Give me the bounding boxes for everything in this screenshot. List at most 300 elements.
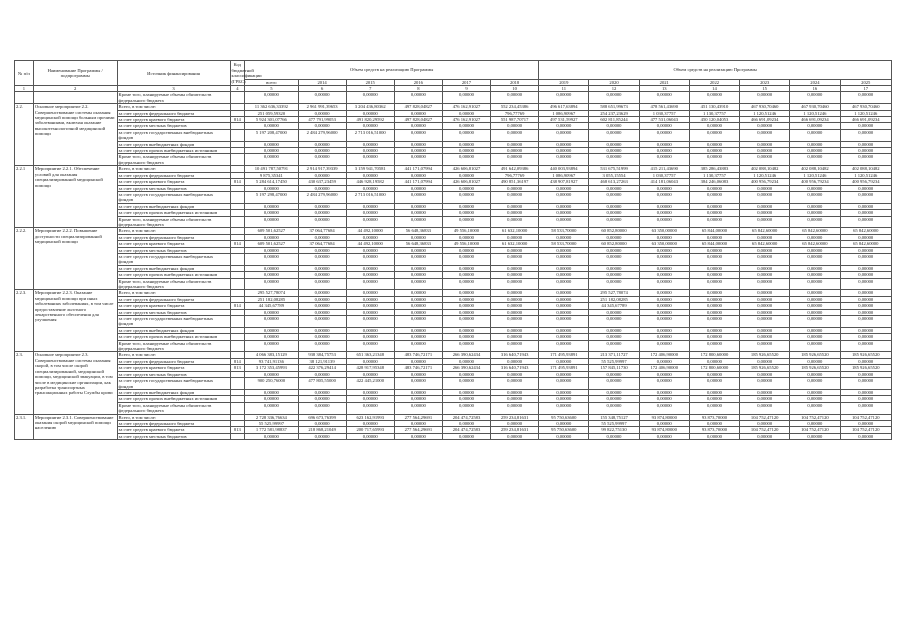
amount-cell: 0,00000 — [491, 203, 539, 209]
amount-cell: 0,00000 — [639, 316, 689, 328]
amount-cell: 0,00000 — [539, 154, 589, 166]
amount-cell: 0,00000 — [639, 402, 689, 414]
amount-cell: 5 197 298,47000 — [245, 191, 298, 203]
amount-cell: 0,00000 — [589, 334, 639, 340]
funding-source: за счет средств местных бюджетов — [117, 123, 230, 129]
amount-cell: 0,00000 — [639, 203, 689, 209]
column-index: 9 — [442, 86, 490, 92]
amount-cell: 0,00000 — [394, 290, 442, 296]
amount-cell: 0,00000 — [298, 278, 346, 290]
table-row — [15, 253, 892, 265]
amount-cell: 0,00000 — [442, 296, 490, 302]
amount-cell: 0,00000 — [740, 309, 790, 315]
amount-cell: 440 003,93894 — [539, 166, 589, 172]
amount-cell: 0,00000 — [639, 185, 689, 191]
kbk-code: 813 — [230, 427, 245, 433]
table-row — [15, 278, 892, 290]
funding-source: за счет средств федерального бюджета — [117, 420, 230, 426]
amount-cell: 0,00000 — [740, 191, 790, 203]
amount-cell: 0,00000 — [790, 185, 840, 191]
funding-source: Всего, в том числе: — [117, 352, 230, 358]
amount-cell: 49 556,10000 — [442, 241, 490, 247]
amount-cell: 254 237,23629 — [589, 110, 639, 116]
table-row — [15, 117, 892, 123]
amount-cell: 0,00000 — [491, 309, 539, 315]
amount-cell: 37 064,77684 — [298, 228, 346, 234]
kbk-code: 814 — [230, 179, 245, 185]
funding-source: за счет средств внебюджетных фондов — [117, 327, 230, 333]
amount-cell: 104 752,47120 — [840, 427, 892, 433]
column-index: 7 — [346, 86, 394, 92]
amount-cell: 185 926,65520 — [790, 352, 840, 358]
amount-cell: 0,00000 — [740, 396, 790, 402]
funding-source: за счет средств государственных внебюджетных фондов — [117, 378, 230, 390]
amount-cell: 0,00000 — [790, 296, 840, 302]
amount-cell: 0,00000 — [740, 358, 790, 364]
amount-cell: 0,00000 — [840, 129, 892, 141]
amount-cell: 0,00000 — [840, 340, 892, 352]
amount-cell: 0,00000 — [298, 371, 346, 377]
header-year: 2025 — [840, 80, 892, 86]
amount-cell: 0,00000 — [840, 309, 892, 315]
amount-cell: 0,00000 — [394, 272, 442, 278]
amount-cell: 61 632,10000 — [491, 228, 539, 234]
amount-cell: 0,00000 — [689, 148, 739, 154]
amount-cell: 609 501,62527 — [245, 241, 298, 247]
amount-cell: 0,00000 — [491, 210, 539, 216]
column-index: 4 — [230, 86, 245, 92]
amount-cell: 0,00000 — [689, 265, 739, 271]
amount-cell: 0,00000 — [740, 210, 790, 216]
funding-source: за счет средств прочих внебюджетных источников — [117, 272, 230, 278]
amount-cell: 0,00000 — [394, 191, 442, 203]
amount-cell: 0,00000 — [840, 378, 892, 390]
amount-cell: 0,00000 — [589, 402, 639, 414]
amount-cell: 0,00000 — [790, 316, 840, 328]
funding-source: за счет средств государственных внебюджетных фондов — [117, 253, 230, 265]
amount-cell: 0,00000 — [394, 327, 442, 333]
funding-source: Всего, в том числе: — [117, 104, 230, 110]
amount-cell: 0,00000 — [689, 203, 739, 209]
amount-cell: 0,00000 — [689, 278, 739, 290]
amount-cell: 0,00000 — [539, 247, 589, 253]
amount-cell: 0,00000 — [346, 316, 394, 328]
amount-cell: 259 234,81631 — [491, 414, 539, 420]
amount-cell: 58 533,70000 — [539, 228, 589, 234]
amount-cell: 483 746,72171 — [394, 365, 442, 371]
amount-cell: 0,00000 — [740, 216, 790, 228]
amount-cell: 0,00000 — [298, 110, 346, 116]
amount-cell: 0,00000 — [790, 123, 840, 129]
funding-source: за счет средств прочих внебюджетных источников — [117, 210, 230, 216]
amount-cell: 0,00000 — [298, 433, 346, 439]
amount-cell: 0,00000 — [491, 433, 539, 439]
amount-cell: 65 842,60000 — [840, 228, 892, 234]
amount-cell: 0,00000 — [740, 389, 790, 395]
amount-cell: 0,00000 — [442, 420, 490, 426]
amount-cell: 0,00000 — [689, 272, 739, 278]
amount-cell: 0,00000 — [491, 247, 539, 253]
amount-cell: 0,00000 — [790, 148, 840, 154]
amount-cell: 0,00000 — [589, 210, 639, 216]
amount-cell: 0,00000 — [840, 420, 892, 426]
amount-cell: 0,00000 — [589, 129, 639, 141]
amount-cell: 0,00000 — [298, 210, 346, 216]
amount-cell: 0,00000 — [740, 203, 790, 209]
amount-cell: 0,00000 — [589, 340, 639, 352]
amount-cell: 0,00000 — [840, 327, 892, 333]
column-index: 5 — [245, 86, 298, 92]
kbk-code — [230, 216, 245, 228]
amount-cell: 0,00000 — [689, 234, 739, 240]
amount-cell: 0,00000 — [840, 396, 892, 402]
amount-cell: 172 800,60000 — [689, 365, 739, 371]
amount-cell: 400 956,79234 — [740, 179, 790, 185]
program-name: Основное мероприятие 2.3. Совершенствование системы оказания скорой, в том числе скорой специализированной, медицинской помощи, медицинской эвакуации, в том числе в медицинские организации, как разработка транспортных трансакционных работы Службы крови — [33, 352, 117, 414]
amount-cell: 63 350,00000 — [639, 228, 689, 234]
amount-cell: 0,00000 — [689, 154, 739, 166]
amount-cell: 0,00000 — [840, 265, 892, 271]
kbk-code — [230, 154, 245, 166]
amount-cell: 0,00000 — [840, 148, 892, 154]
amount-cell: 10 491 787,50791 — [245, 166, 298, 172]
amount-cell: 0,00000 — [442, 210, 490, 216]
kbk-code: 814 — [230, 358, 245, 364]
amount-cell: 0,00000 — [442, 110, 490, 116]
amount-cell: 0,00000 — [589, 185, 639, 191]
amount-cell: 1 120,51246 — [840, 172, 892, 178]
amount-cell: 0,00000 — [298, 303, 346, 309]
header-year: 2015 — [346, 80, 394, 86]
amount-cell: 11 362 636,33392 — [245, 104, 298, 110]
amount-cell: 0,00000 — [639, 327, 689, 333]
amount-cell: 259 234,81631 — [491, 427, 539, 433]
amount-cell: 1 030,37757 — [639, 172, 689, 178]
amount-cell: 0,00000 — [298, 234, 346, 240]
amount-cell: 0,00000 — [740, 234, 790, 240]
amount-cell: 0,00000 — [740, 247, 790, 253]
amount-cell: 0,00000 — [442, 253, 490, 265]
amount-cell: 0,00000 — [840, 234, 892, 240]
funding-source: за счет средств краевого бюджета — [117, 241, 230, 247]
amount-cell: 0,00000 — [589, 148, 639, 154]
amount-cell: 796,77769 — [491, 172, 539, 178]
amount-cell: 0,00000 — [491, 92, 539, 104]
amount-cell: 415 211,43690 — [639, 166, 689, 172]
kbk-code: 814 — [230, 241, 245, 247]
amount-cell: 0,00000 — [491, 327, 539, 333]
amount-cell: 496 617,63894 — [539, 104, 589, 110]
amount-cell: 0,00000 — [740, 303, 790, 309]
amount-cell: 1 120,51246 — [790, 172, 840, 178]
kbk-code — [230, 316, 245, 328]
amount-cell: 2 484 279,96000 — [298, 129, 346, 141]
amount-cell: 172 406,90000 — [639, 352, 689, 358]
amount-cell: 422 376,29414 — [298, 365, 346, 371]
amount-cell: 402 088,10482 — [740, 166, 790, 172]
funding-source: за счет средств государственных внебюджетных фондов — [117, 316, 230, 328]
program-name: Основное мероприятие 2.2. Совершенствование системы оказания медицинской помощи больным прочими заболеваниями, включая оказание высокотехнологичной медицинской помощи — [33, 104, 117, 166]
amount-cell: 0,00000 — [491, 290, 539, 296]
amount-cell: 171 495,93891 — [539, 352, 589, 358]
amount-cell: 200 717,65993 — [346, 427, 394, 433]
amount-cell: 251 182,08285 — [589, 296, 639, 302]
amount-cell: 0,00000 — [639, 378, 689, 390]
amount-cell: 0,00000 — [245, 396, 298, 402]
amount-cell: 58 533,70000 — [539, 241, 589, 247]
amount-cell: 0,00000 — [442, 334, 490, 340]
amount-cell: 0,00000 — [442, 141, 490, 147]
amount-cell: 0,00000 — [298, 327, 346, 333]
amount-cell: 0,00000 — [394, 358, 442, 364]
amount-cell: 2 914 917,39339 — [298, 166, 346, 172]
amount-cell: 428 917,95348 — [346, 365, 394, 371]
amount-cell: 0,00000 — [689, 253, 739, 265]
amount-cell: 0,00000 — [245, 141, 298, 147]
amount-cell: 0,00000 — [639, 303, 689, 309]
amount-cell: 213 371,11727 — [589, 352, 639, 358]
amount-cell: 0,00000 — [298, 296, 346, 302]
row-number: 2.2.3. — [15, 290, 34, 352]
funding-source: Всего, в том числе: — [117, 414, 230, 420]
amount-cell: 402 088,10482 — [840, 166, 892, 172]
amount-cell: 0,00000 — [491, 358, 539, 364]
amount-cell: 0,00000 — [539, 210, 589, 216]
amount-cell: 93 873,70000 — [689, 414, 739, 420]
amount-cell: 0,00000 — [442, 358, 490, 364]
amount-cell: 0,00000 — [491, 296, 539, 302]
amount-cell: 0,00000 — [689, 296, 739, 302]
amount-cell: 0,00000 — [442, 234, 490, 240]
amount-cell: 402 088,10482 — [790, 166, 840, 172]
amount-cell: 0,00000 — [539, 203, 589, 209]
amount-cell: 65 842,60000 — [740, 228, 790, 234]
amount-cell: 0,00000 — [346, 309, 394, 315]
amount-cell: 0,00000 — [790, 303, 840, 309]
amount-cell: 1 086,90967 — [539, 110, 589, 116]
amount-cell: 185 926,65520 — [840, 365, 892, 371]
amount-cell: 0,00000 — [346, 247, 394, 253]
row-number: 2.3. — [15, 352, 34, 414]
amount-cell: 0,00000 — [740, 296, 790, 302]
table-row — [15, 179, 892, 185]
amount-cell: 477 791,99053 — [298, 117, 346, 123]
amount-cell: 99 822,75130 — [589, 427, 639, 433]
amount-cell: 0,00000 — [346, 296, 394, 302]
column-index: 12 — [589, 86, 639, 92]
amount-cell: 400 956,79234 — [790, 179, 840, 185]
amount-cell: 0,00000 — [298, 396, 346, 402]
amount-cell: 63 350,00000 — [639, 241, 689, 247]
amount-cell: 696 673,76399 — [298, 414, 346, 420]
header-name: Наименование Программы / подпрограммы — [33, 61, 117, 86]
amount-cell: 3 159 941,70581 — [346, 166, 394, 172]
amount-cell: 0,00000 — [639, 210, 689, 216]
table-row — [15, 241, 892, 247]
amount-cell: 0,00000 — [539, 420, 589, 426]
amount-cell: 0,00000 — [790, 433, 840, 439]
amount-cell: 5 284 614,17450 — [245, 179, 298, 185]
amount-cell: 0,00000 — [346, 272, 394, 278]
amount-cell: 93 873,70000 — [689, 427, 739, 433]
amount-cell: 0,00000 — [539, 92, 589, 104]
amount-cell: 0,00000 — [442, 154, 490, 166]
funding-source: за счет средств краевого бюджета — [117, 427, 230, 433]
amount-cell: 0,00000 — [740, 253, 790, 265]
amount-cell: 0,00000 — [740, 141, 790, 147]
amount-cell: 0,00000 — [298, 265, 346, 271]
amount-cell: 0,00000 — [740, 92, 790, 104]
amount-cell: 1 772 581,98837 — [245, 427, 298, 433]
amount-cell: 0,00000 — [589, 234, 639, 240]
funding-source: за счет средств местных бюджетов — [117, 371, 230, 377]
amount-cell: 531 675,51999 — [589, 166, 639, 172]
amount-cell: 0,00000 — [245, 154, 298, 166]
amount-cell: 0,00000 — [442, 129, 490, 141]
amount-cell: 93 874,80000 — [639, 427, 689, 433]
amount-cell: 0,00000 — [298, 340, 346, 352]
table-header — [15, 61, 892, 92]
amount-cell: 1 120,51246 — [840, 110, 892, 116]
amount-cell: 0,00000 — [491, 129, 539, 141]
funding-source: Кроме того, планируемые объемы обязательств федерального бюджета — [117, 216, 230, 228]
amount-cell: 65 844,00000 — [689, 241, 739, 247]
amount-cell: 0,00000 — [394, 203, 442, 209]
amount-cell: 0,00000 — [245, 203, 298, 209]
amount-cell: 0,00000 — [639, 358, 689, 364]
amount-cell: 0,00000 — [790, 371, 840, 377]
amount-cell: 0,00000 — [442, 433, 490, 439]
amount-cell: 0,00000 — [394, 253, 442, 265]
amount-cell: 0,00000 — [790, 141, 840, 147]
amount-cell: 0,00000 — [394, 265, 442, 271]
amount-cell: 0,00000 — [539, 396, 589, 402]
table-row — [15, 402, 892, 414]
amount-cell: 0,00000 — [491, 316, 539, 328]
amount-cell: 0,00000 — [298, 253, 346, 265]
amount-cell: 0,00000 — [245, 433, 298, 439]
amount-cell: 0,00000 — [740, 340, 790, 352]
amount-cell: 0,00000 — [346, 234, 394, 240]
amount-cell: 0,00000 — [394, 141, 442, 147]
amount-cell: 441 171,07994 — [394, 179, 442, 185]
amount-cell: 0,00000 — [689, 316, 739, 328]
amount-cell: 0,00000 — [790, 340, 840, 352]
amount-cell: 0,00000 — [689, 358, 739, 364]
amount-cell: 104 752,47120 — [790, 427, 840, 433]
amount-cell: 0,00000 — [689, 309, 739, 315]
program-name: Мероприятие 2.2.2. Повышение доступности специализированной медицинской помощи — [33, 228, 117, 290]
amount-cell: 0,00000 — [394, 420, 442, 426]
amount-cell: 0,00000 — [346, 185, 394, 191]
amount-cell: 2 484 279,96000 — [298, 191, 346, 203]
header-year: 2021 — [639, 80, 689, 86]
amount-cell: 467 930,70460 — [840, 104, 892, 110]
amount-cell: 602 811,85244 — [589, 117, 639, 123]
amount-cell: 0,00000 — [491, 123, 539, 129]
amount-cell: 0,00000 — [394, 148, 442, 154]
amount-cell: 0,00000 — [346, 303, 394, 309]
amount-cell: 0,00000 — [298, 272, 346, 278]
amount-cell: 0,00000 — [442, 185, 490, 191]
amount-cell: 0,00000 — [346, 265, 394, 271]
amount-cell: 0,00000 — [245, 234, 298, 240]
amount-cell: 0,00000 — [639, 296, 689, 302]
amount-cell: 0,00000 — [298, 316, 346, 328]
amount-cell: 0,00000 — [394, 309, 442, 315]
amount-cell: 0,00000 — [790, 216, 840, 228]
amount-cell: 0,00000 — [589, 278, 639, 290]
amount-cell: 0,00000 — [346, 420, 394, 426]
amount-cell: 0,00000 — [298, 216, 346, 228]
amount-cell: 450 120,04053 — [689, 117, 739, 123]
amount-cell: 204 474,72583 — [442, 414, 490, 420]
amount-cell: 0,00000 — [639, 234, 689, 240]
amount-cell: 0,00000 — [689, 420, 739, 426]
amount-cell: 0,00000 — [245, 389, 298, 395]
amount-cell: 4 066 383,15129 — [245, 352, 298, 358]
amount-cell: 0,00000 — [442, 203, 490, 209]
amount-cell: 44 492,10000 — [346, 228, 394, 234]
amount-cell: 0,00000 — [442, 148, 490, 154]
amount-cell: 0,00000 — [394, 378, 442, 390]
amount-cell: 2 728 336,76634 — [245, 414, 298, 420]
amount-cell: 266 390,62434 — [442, 352, 490, 358]
amount-cell: 0,00000 — [491, 389, 539, 395]
amount-cell: 277 564,29691 — [394, 427, 442, 433]
program-funding-table — [14, 60, 892, 440]
amount-cell: 0,00000 — [491, 334, 539, 340]
amount-cell: 38 121,91139 — [298, 358, 346, 364]
amount-cell: 426 606,81027 — [442, 179, 490, 185]
funding-source: Кроме того, планируемые объемы обязательств федерального бюджета — [117, 340, 230, 352]
amount-cell: 0,00000 — [840, 334, 892, 340]
amount-cell: 0,00000 — [589, 378, 639, 390]
amount-cell: 0,00000 — [245, 316, 298, 328]
amount-cell: 938 384,75753 — [298, 352, 346, 358]
amount-cell: 467 930,70460 — [790, 104, 840, 110]
amount-cell: 0,00000 — [539, 327, 589, 333]
amount-cell: 277 564,29691 — [394, 414, 442, 420]
amount-cell: 0,00000 — [840, 203, 892, 209]
amount-cell: 468 613,27263 — [589, 179, 639, 185]
amount-cell: 172 800,60000 — [689, 352, 739, 358]
column-index: 10 — [491, 86, 539, 92]
amount-cell: 497 828,04827 — [394, 117, 442, 123]
amount-cell: 0,00000 — [689, 433, 739, 439]
table-row — [15, 216, 892, 228]
header-year: 2024 — [790, 80, 840, 86]
amount-cell: 0,00000 — [790, 203, 840, 209]
amount-cell: 104 752,47120 — [840, 414, 892, 420]
amount-cell: 0,00000 — [245, 216, 298, 228]
amount-cell: 0,00000 — [840, 290, 892, 296]
amount-cell: 0,00000 — [639, 154, 689, 166]
amount-cell: 0,00000 — [740, 334, 790, 340]
amount-cell: 0,00000 — [790, 327, 840, 333]
amount-cell: 0,00000 — [639, 265, 689, 271]
amount-cell: 0,00000 — [539, 141, 589, 147]
amount-cell: 0,00000 — [689, 129, 739, 141]
amount-cell: 0,00000 — [491, 272, 539, 278]
amount-cell: 0,00000 — [491, 371, 539, 377]
amount-cell: 93 741,91136 — [245, 358, 298, 364]
amount-cell: 0,00000 — [245, 92, 298, 104]
funding-source: за счет средств прочих внебюджетных источников — [117, 334, 230, 340]
amount-cell: 0,00000 — [346, 327, 394, 333]
header-volume-planned: Объем средств на реализацию Программы — [245, 61, 539, 80]
amount-cell: 0,00000 — [840, 402, 892, 414]
